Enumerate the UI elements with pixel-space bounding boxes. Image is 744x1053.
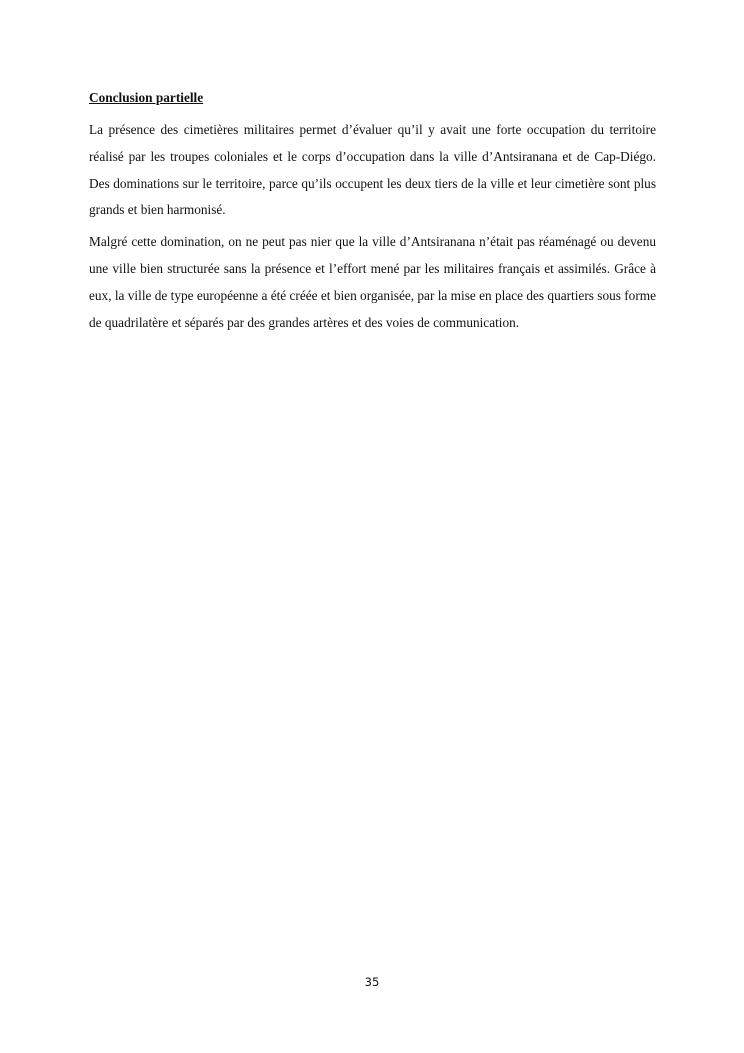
paragraph-2: Malgré cette domination, on ne peut pas nier que la ville d’Antsiranana n’était pas réaménagé ou devenu une ville bien structurée sans la présence et l’effort mené par les militaires français et assimilés. Grâce à eux, la ville de type européenne a été créée et bien organisée, par la mise en place des quartiers sous forme de quadrilatère et séparés par des grandes artères et des voies de communication. <box>89 234 656 330</box>
paragraph-1: La présence des cimetières militaires permet d’évaluer qu’il y avait une forte occupation du territoire réalisé par les troupes coloniales et le corps d’occupation dans la ville d’Antsiranana et de Cap-Diégo. Des dominations sur le territoire, parce qu’ils occupent les deux tiers de la ville et leur cimetière sont plus grands et bien harmonisé. <box>89 122 656 218</box>
page-number: 35 <box>364 975 380 989</box>
section-content <box>89 88 656 341</box>
section-heading: Conclusion partielle <box>89 90 204 105</box>
